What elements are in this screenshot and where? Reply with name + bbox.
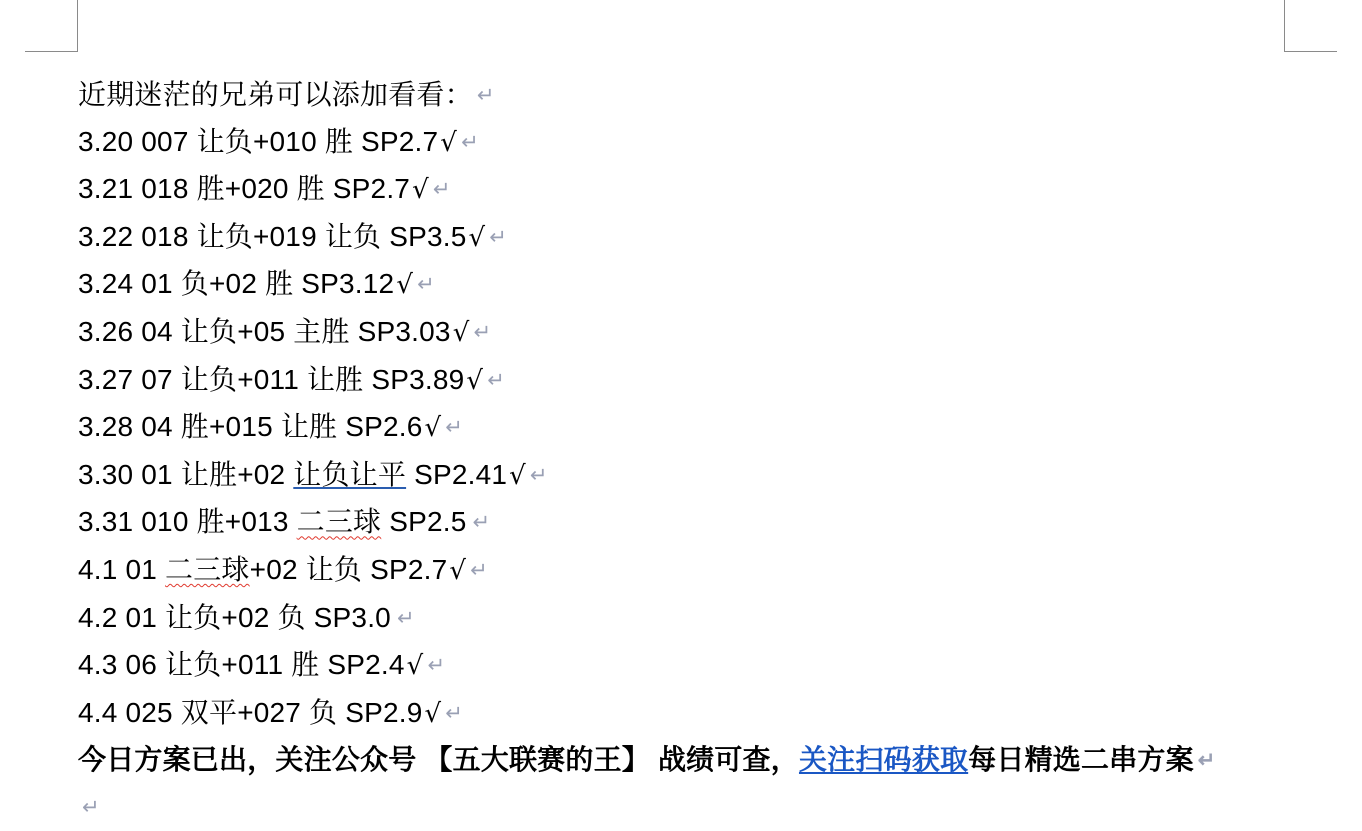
paragraph-text: 3.20 007 让负+010 胜 SP2.7	[78, 125, 439, 157]
paragraph-text-prefix: 4.1 01	[78, 553, 166, 585]
paragraph-text-suffix: SP2.5	[381, 506, 467, 538]
paragraph-text: 3.26 04 让负+05 主胜 SP3.03	[78, 315, 451, 347]
promo-link[interactable]: 关注扫码获取	[798, 744, 969, 776]
check-mark: √	[396, 270, 414, 301]
paragraph-promo	[78, 737, 1318, 784]
check-mark: √	[509, 460, 526, 491]
paragraph-text: 3.22 018 让负+019 让负 SP3.5	[78, 220, 467, 252]
paragraph-text: 近期迷茫的兄弟可以添加看看：	[78, 79, 473, 110]
paragraph-text: 3.27 07 让负+011 让胜 SP3.89	[78, 363, 465, 395]
underlined-term: 让负让平	[293, 458, 407, 490]
paragraph-record-4-4	[78, 690, 1318, 738]
paragraph-record-4-2	[78, 595, 1318, 643]
paragraph-text: 3.24 01 负+02 胜 SP3.12	[78, 268, 395, 300]
paragraph-empty	[78, 784, 1318, 831]
page-margin-mark-top-left	[25, 0, 78, 52]
paragraph-record-4-1	[78, 547, 1318, 595]
check-mark: √	[468, 222, 486, 253]
paragraph-record-3-22	[78, 214, 1318, 262]
paragraph-text: 3.28 04 胜+015 让胜 SP2.6	[78, 411, 423, 443]
pilcrow-mark: ↵	[470, 558, 488, 582]
pilcrow-mark: ↵	[487, 368, 505, 392]
pilcrow-mark: ↵	[445, 701, 464, 725]
paragraph-text: 4.4 025 双平+027 负 SP2.9	[78, 696, 423, 728]
check-mark: √	[466, 365, 484, 396]
paragraph-text-suffix: +02 让负 SP2.7	[249, 553, 448, 585]
check-mark: √	[412, 175, 429, 206]
paragraph-record-3-20	[78, 119, 1318, 167]
pilcrow-mark: ↵	[432, 178, 451, 202]
pilcrow-mark: ↵	[417, 273, 435, 297]
check-mark: √	[452, 317, 470, 348]
paragraph-text-prefix: 3.30 01 让胜+02	[78, 458, 294, 490]
pilcrow-mark: ↵	[427, 654, 446, 678]
document-body	[78, 72, 1318, 831]
pilcrow-mark: ↵	[529, 463, 548, 487]
spellcheck-term: 二三球	[296, 506, 382, 538]
paragraph-text-prefix: 3.31 010 胜+013	[78, 506, 297, 538]
paragraph-record-3-28	[78, 404, 1318, 452]
paragraph-record-3-30	[78, 452, 1318, 500]
paragraph-record-3-27	[78, 357, 1318, 405]
check-mark: √	[424, 413, 442, 444]
paragraph-text: 4.3 06 让负+011 胜 SP2.4	[78, 649, 405, 681]
check-mark: √	[440, 127, 458, 158]
paragraph-text: 3.21 018 胜+020 胜 SP2.7	[78, 173, 411, 205]
paragraph-intro	[78, 72, 1318, 119]
pilcrow-mark: ↵	[476, 84, 495, 107]
pilcrow-mark: ↵	[396, 606, 415, 630]
paragraph-text: 4.2 01 让负+02 负 SP3.0	[78, 601, 391, 633]
promo-text-prefix: 今日方案已出，关注公众号 【五大联赛的王】 战绩可查，	[78, 744, 799, 776]
check-mark: √	[449, 555, 467, 586]
pilcrow-mark: ↵	[461, 130, 479, 154]
pilcrow-mark: ↵	[489, 225, 508, 249]
pilcrow-mark: ↵	[472, 511, 491, 535]
check-mark: √	[424, 698, 442, 729]
paragraph-record-4-3	[78, 642, 1318, 690]
promo-text-suffix: 每日精选二串方案	[968, 744, 1194, 776]
paragraph-record-3-21	[78, 166, 1318, 214]
check-mark: √	[406, 651, 424, 682]
pilcrow-mark: ↵	[1197, 749, 1216, 773]
paragraph-text-suffix: SP2.41	[406, 458, 508, 490]
paragraph-record-3-31	[78, 499, 1318, 547]
pilcrow-mark: ↵	[445, 416, 464, 440]
pilcrow-mark: ↵	[473, 320, 492, 344]
page-margin-mark-top-right	[1284, 0, 1337, 52]
paragraph-record-3-24	[78, 261, 1318, 309]
paragraph-record-3-26	[78, 309, 1318, 357]
spellcheck-term: 二三球	[165, 553, 250, 585]
pilcrow-mark: ↵	[82, 795, 100, 819]
